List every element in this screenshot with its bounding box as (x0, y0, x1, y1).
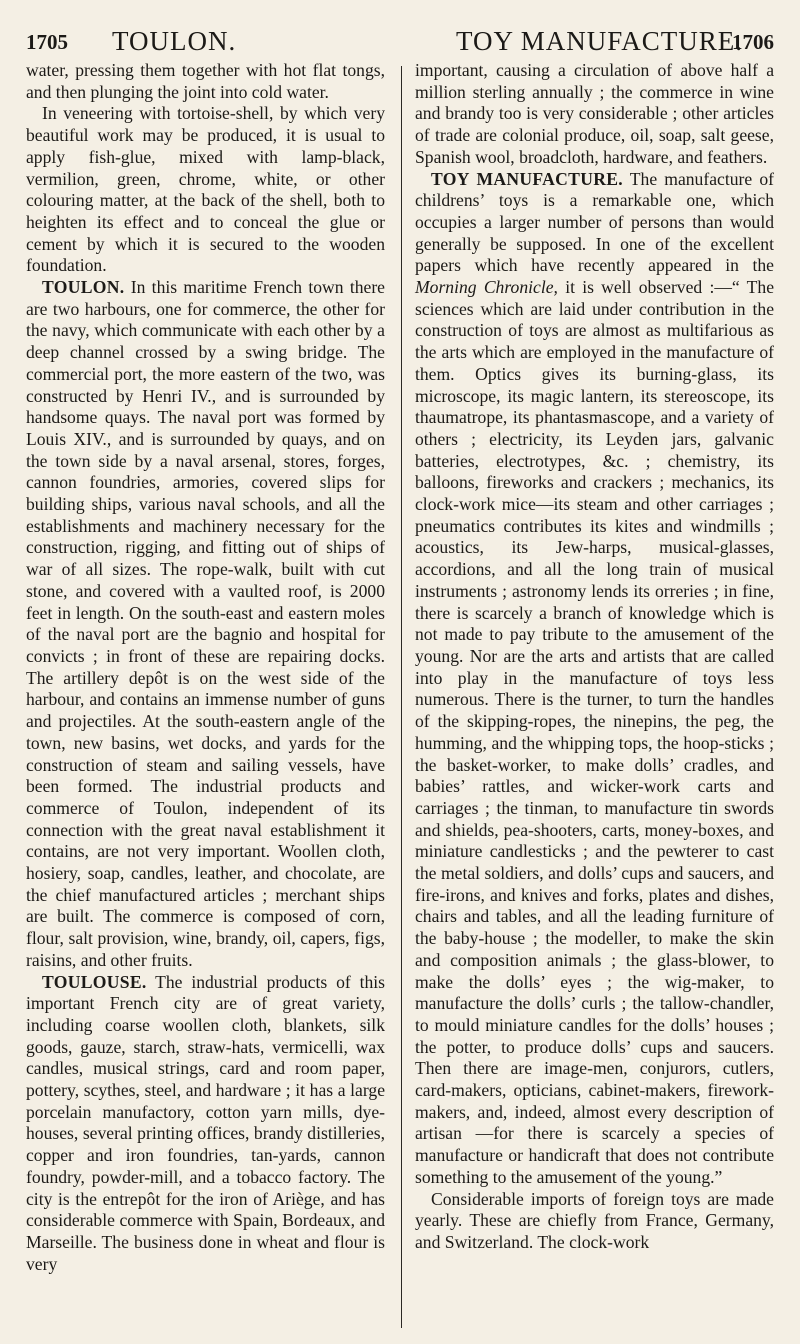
morning-chronicle-title: Morning Chronicle, (415, 277, 558, 298)
imports-paragraph: Considerable imports of foreign toys are made yearly. These are chiefly from France, Germany, and Switzerland. The clock-work (415, 1188, 774, 1252)
toulon-heading: TOULON. (42, 277, 125, 298)
right-paragraph-continued: important, causing a circulation of above half a million sterling annually ; the commerce in wine and brandy too is very considerable ; other articles of trade are colonial produce, oil, soap, salt geese, Spanish wool, broadcloth, hardware, and feathers. (415, 60, 774, 167)
toulouse-text: The industrial products of this important French city are of great variety, including coarse woollen cloth, blankets, silk goods, gauze, starch, straw-hats, vermicelli, wax candles, musical strings, card and room paper, pottery, scythes, steel, and hardware ; it has a large porcelain manufactory, cotton yarn mills, dye-houses, several printing offices, brandy distilleries, copper and iron foundries, tan-yards, cannon foundry, powder-mill, and a tobacco factory. The city is the entrepôt for the iron of Ariège, and has considerable commerce with Spain, Bordeaux, and Marseille. The business done in wheat and flour is very (26, 971, 385, 1274)
left-paragraph-continued: water, pressing them together with hot flat tongs, and then plunging the joint into cold water. (26, 60, 385, 102)
text-columns (26, 60, 774, 1330)
toulon-text: In this maritime French town there are two harbours, one for commerce, the other for the navy, which communicate with each other by a deep channel crossed by a swing bridge. The commercial port, the more eastern of the two, was constructed by Henri IV., and is surrounded by handsome quays. The naval port was formed by Louis XIV., and is surrounded by quays, and on the town side by a naval arsenal, stores, forges, cannon foundries, armories, covered slips for building ships, various naval schools, and all the establishments and machinery necessary for the construction, rigging, and fitting out of ships of war of all sizes. The rope-walk, built with cut stone, and covered with a vaulted roof, is 2000 feet in length. On the south-east and eastern moles of the naval port are the bagnio and hospital for convicts ; in front of these are repairing docks. The artillery depôt is on the west side of the harbour, and contains an immense number of guns and projectiles. At the south-eastern angle of the town, new basins, wet docks, and yards for the construction of steam and sailing vessels, have been formed. The industrial products and commerce of Toulon, independent of its connection with the great naval establishment it contains, are not very important. Woollen cloth, hosiery, soap, candles, leather, and chocolate, are the chief manufactured articles ; merchant ships are built. The commerce is composed of corn, flour, salt provision, wine, brandy, oil, capers, figs, raisins, and other fruits. (26, 277, 385, 970)
toulouse-entry (26, 972, 385, 1276)
right-running-head: TOY MANUFACTURE. (456, 26, 744, 56)
left-running-head: TOULON. (112, 26, 237, 56)
toulon-entry (26, 277, 385, 972)
toy-manufacture-entry (415, 169, 774, 1189)
toulouse-heading: TOULOUSE. (42, 971, 147, 992)
right-column (407, 60, 774, 1330)
veneering-paragraph: In veneering with tortoise-shell, by which very beautiful work may be produced, it is usual to apply fish-glue, mixed with lamp-black, vermilion, green, chrome, white, or other colouring matter, at the back of the shell, both to heighten its effect and to conceal the glue or cement by which it is secured to the wooden foundation. (26, 103, 385, 276)
toy-text-2: it is well observed :—“ The sciences which are laid under contribution in the construction of toys are almost as multifarious as the arts which are employed in the manufacture of them. Optics gives its burning-glass, its microscope, its magic lantern, its stereoscope, its thaumatrope, its phantasmascope, and a variety of others ; electricity, its Leyden jars, galvanic batteries, electrotypes, &c. ; chemistry, its balloons, fireworks and crackers ; mechanics, its clock-work mice—its steam and other carriages ; pneumatics contributes its kites and windmills ; acoustics, its Jew-harps, musical-glasses, accordions, and all the long train of musical instruments ; astronomy lends its orreries ; in fine, there is scarcely a branch of knowledge which is not made to pay tribute to the amusement of the young. Nor are the arts and artists that are called into play in the manufacture of toys less numerous. There is the turner, to turn the handles of the skipping-ropes, the ninepins, the peg, the humming, and the whipping tops, the hoop-sticks ; the basket-worker, to make dolls’ cradles, and babies’ rattles, and wicker-work carts and carriages ; the tinman, to manufacture tin swords and shields, pea-shooters, carts, money-boxes, and miniature candlesticks ; and the pewterer to cast the metal soldiers, and dolls’ cups and saucers, and fire-irons, and knives and forks, plates and dishes, chairs and tables, and all the leading furniture of the baby-house ; the modeller, to make the skin and composition animals ; the glass-blower, to make the dolls’ eyes ; the wig-maker, to manufacture the dolls’ curls ; the tallow-chandler, to mould miniature candles for the dolls’ houses ; the potter, to produce dolls’ cups and saucers. Then there are image-men, conjurors, cutlers, card-makers, opticians, cabinet-makers, firework-makers, and, indeed, almost every description of artisan —for there is scarcely a species of manufacture or handicraft that does not contribute something to the amusement of the young.” (415, 277, 775, 1187)
right-page-number: 1706 (732, 30, 774, 54)
column-divider (401, 66, 402, 1328)
toy-manufacture-heading: TOY MANUFACTURE. (431, 168, 623, 189)
left-page-number: 1705 (26, 30, 68, 54)
page-header (26, 12, 774, 60)
toy-text-1: The manufacture of childrens’ toys is a remarkable one, which occupies a larger number of persons than would generally be supposed. In one of the excellent papers which have recently appeared in the (415, 168, 774, 276)
left-column (26, 60, 393, 1330)
